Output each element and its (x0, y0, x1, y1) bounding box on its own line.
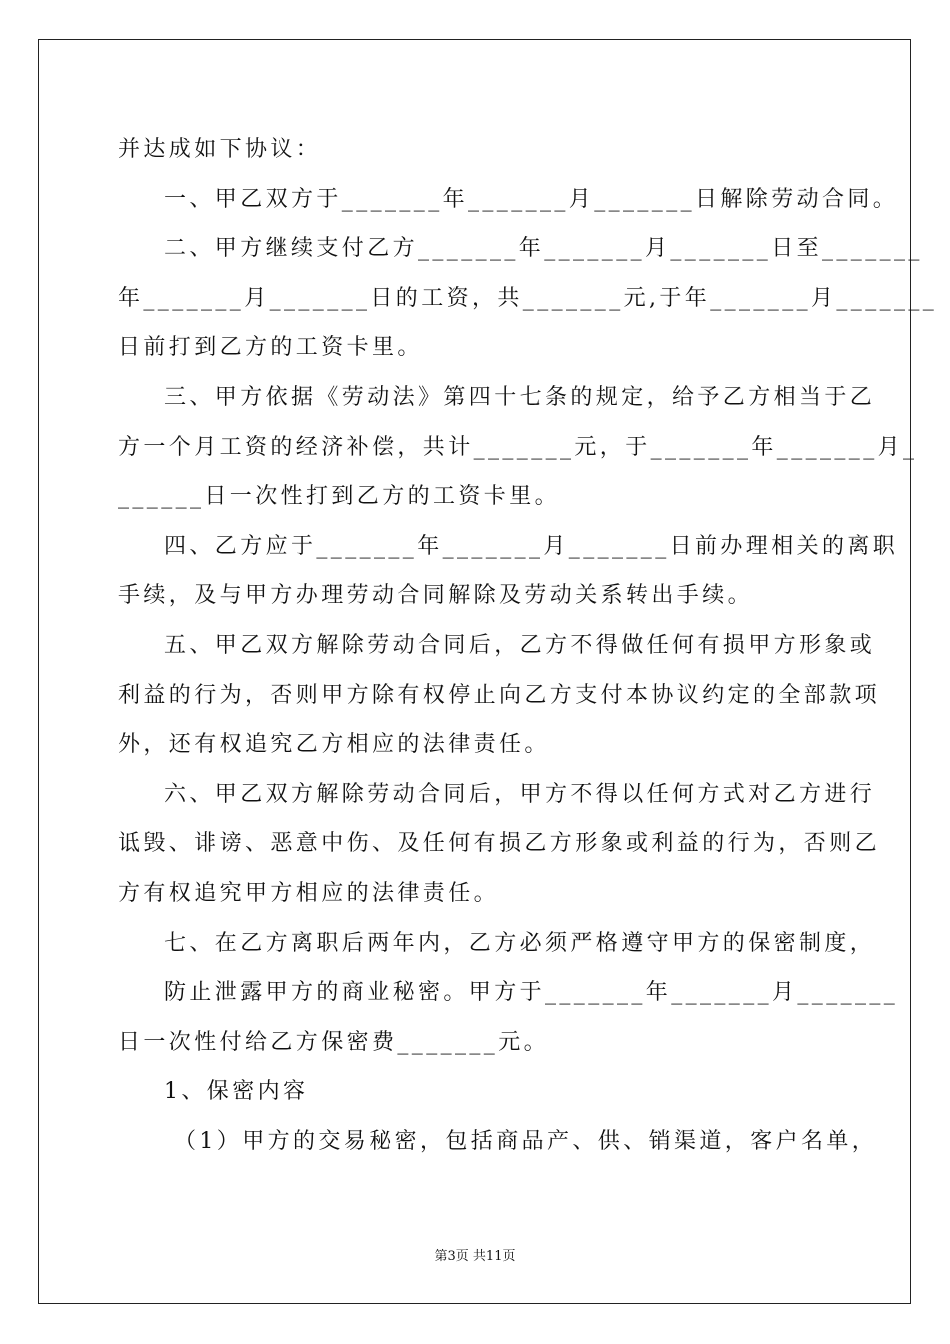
clause-3: 三、甲方依据《劳动法》第四十七条的规定，给予乙方相当于乙 (164, 384, 876, 410)
text-line: 外，还有权追究乙方相应的法律责任。 (118, 732, 550, 758)
document-body (118, 125, 938, 1166)
clause-1: 一、甲乙双方于_______年_______月_______日解除劳动合同。 (164, 186, 899, 212)
text-line: 方有权追究甲方相应的法律责任。 (118, 880, 500, 906)
clause-7: 七、在乙方离职后两年内，乙方必须严格遵守甲方的保密制度， (164, 930, 876, 956)
clause-5: 五、甲乙双方解除劳动合同后，乙方不得做任何有损甲方形象或 (164, 632, 876, 658)
text-line: 年_______月_______日的工资，共_______元,于年_______月_______ (118, 285, 938, 311)
text-line: 方一个月工资的经济补偿，共计_______元，于_______年_______月_ (118, 434, 918, 460)
page-footer: 第3页 共11页 (434, 1249, 516, 1264)
text-line: ______日一次性打到乙方的工资卡里。 (118, 484, 561, 510)
clause-4: 四、乙方应于_______年_______月_______日前办理相关的离职 (164, 533, 899, 559)
text-line: 日一次性付给乙方保密费_______元。 (118, 1029, 550, 1055)
text-line: 利益的行为，否则甲方除有权停止向乙方支付本协议约定的全部款项 (118, 682, 881, 708)
text-line: 防止泄露甲方的商业秘密。甲方于_______年_______月_______ (164, 980, 899, 1006)
text-line: 手续，及与甲方办理劳动合同解除及劳动关系转出手续。 (118, 583, 754, 609)
section-heading: 1、保密内容 (164, 1079, 309, 1105)
text-line: 并达成如下协议： (118, 137, 322, 162)
sub-item: （1）甲方的交易秘密，包括商品产、供、销渠道，客户名单， (174, 1128, 878, 1154)
clause-2: 二、甲方继续支付乙方_______年_______月_______日至_______ (164, 236, 923, 262)
clause-6: 六、甲乙双方解除劳动合同后，甲方不得以任何方式对乙方进行 (164, 781, 876, 807)
text-line: 日前打到乙方的工资卡里。 (118, 335, 423, 361)
text-line: 诋毁、诽谤、恶意中伤、及任何有损乙方形象或利益的行为，否则乙 (118, 831, 881, 857)
